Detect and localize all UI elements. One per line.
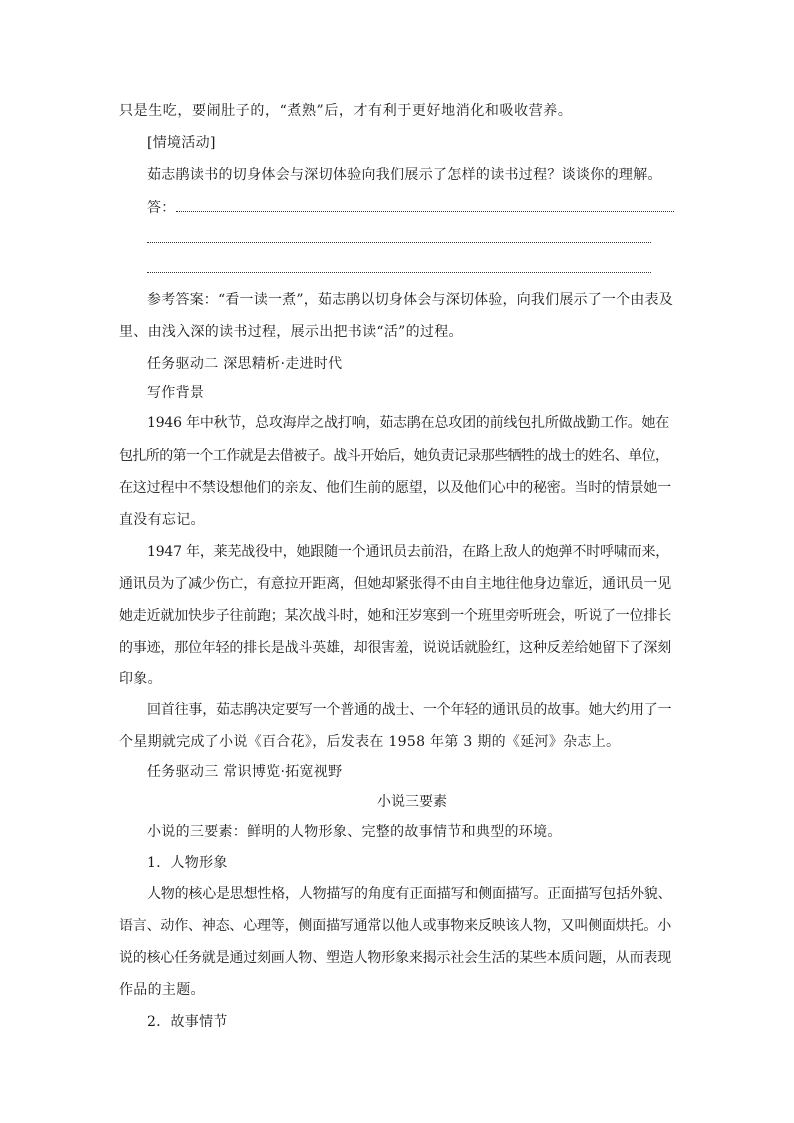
intro-line-1: 只是生吃，要闹肚子的，“煮熟”后，才有利于更好地消化和吸收营养。 — [119, 103, 573, 119]
three-elements-intro: 小说的三要素：鲜明的人物形象、完整的故事情节和典型的环境。 — [147, 824, 562, 840]
activity-heading: [情境活动] — [147, 135, 216, 151]
element1-line-2: 语言、动作、神态、心理等，侧面描写通常以他人或事物来反映该人物，又叫侧面烘托。小 — [119, 918, 671, 934]
answer-line-3[interactable] — [147, 272, 651, 273]
answer-label: 答： — [147, 200, 176, 216]
background-p3-line-1: 回首往事，茹志鹃决定要写一个普通的战士、一个年轻的通讯员的故事。她大约用了一 — [147, 702, 672, 718]
element1-line-3: 说的核心任务就是通过刻画人物、塑造人物形象来揭示社会生活的某些本质问题，从而表现 — [119, 950, 671, 966]
element1-line-1: 人物的核心是思想性格，人物描写的角度有正面描写和侧面描写。正面描写包括外貌、 — [147, 886, 672, 902]
answer-line-1[interactable] — [176, 211, 674, 212]
background-p1-line-3: 在这过程中不禁设想他们的亲友、他们生前的愿望，以及他们心中的秘密。当时的情景她一 — [119, 480, 671, 496]
activity-question: 茹志鹃读书的切身体会与深切体验向我们展示了怎样的读书过程？谈谈你的理解。 — [147, 167, 662, 183]
reference-answer-line-1: 参考答案：“看一读一煮”，茹志鹃以切身体会与深切体验，向我们展示了一个由表及 — [147, 292, 673, 308]
background-p1-line-1: 1946 年中秋节，总攻海岸之战打响，茹志鹃在总攻团的前线包扎所做战勤工作。她在 — [147, 415, 670, 431]
element1-heading: 1．人物形象 — [147, 855, 228, 871]
element1-line-4: 作品的主题。 — [119, 982, 205, 998]
task3-heading: 任务驱动三 常识博览·拓宽视野 — [147, 764, 343, 780]
background-p2-line-3: 她走近就加快步子往前跑；某次战斗时，她和汪岁寒到一个班里旁听班会，听说了一位排长 — [119, 608, 671, 624]
task2-heading: 任务驱动二 深思精析·走进时代 — [147, 356, 343, 372]
background-p1-line-2: 包扎所的第一个工作就是去借被子。战斗开始后，她负责记录那些牺牲的战士的姓名、单位， — [119, 448, 669, 464]
background-p2-line-5: 印象。 — [119, 671, 162, 687]
background-p2-line-1: 1947 年，莱芜战役中，她跟随一个通讯员去前沿，在路上敌人的炮弹不时呼啸而来， — [147, 544, 670, 560]
section-title: 小说三要素 — [377, 794, 447, 810]
background-p2-line-2: 通讯员为了减少伤亡，有意拉开距离，但她却紧张得不由自主地往他身边靠近，通讯员一见 — [119, 576, 671, 592]
task2-subheading: 写作背景 — [147, 385, 205, 401]
background-p1-line-4: 直没有忘记。 — [119, 512, 205, 528]
background-p2-line-4: 的事迹，那位年轻的排长是战斗英雄，却很害羞，说说话就脸红，这种反差给她留下了深刻 — [119, 640, 671, 656]
answer-line-2[interactable] — [147, 242, 651, 243]
element2-heading: 2．故事情节 — [147, 1014, 228, 1030]
background-p3-line-2: 个星期就完成了小说《百合花》，后发表在 1958 年第 3 期的《延河》杂志上。 — [119, 734, 621, 750]
reference-answer-line-2: 里、由浅入深的读书过程，展示出把书读“活”的过程。 — [119, 324, 463, 340]
